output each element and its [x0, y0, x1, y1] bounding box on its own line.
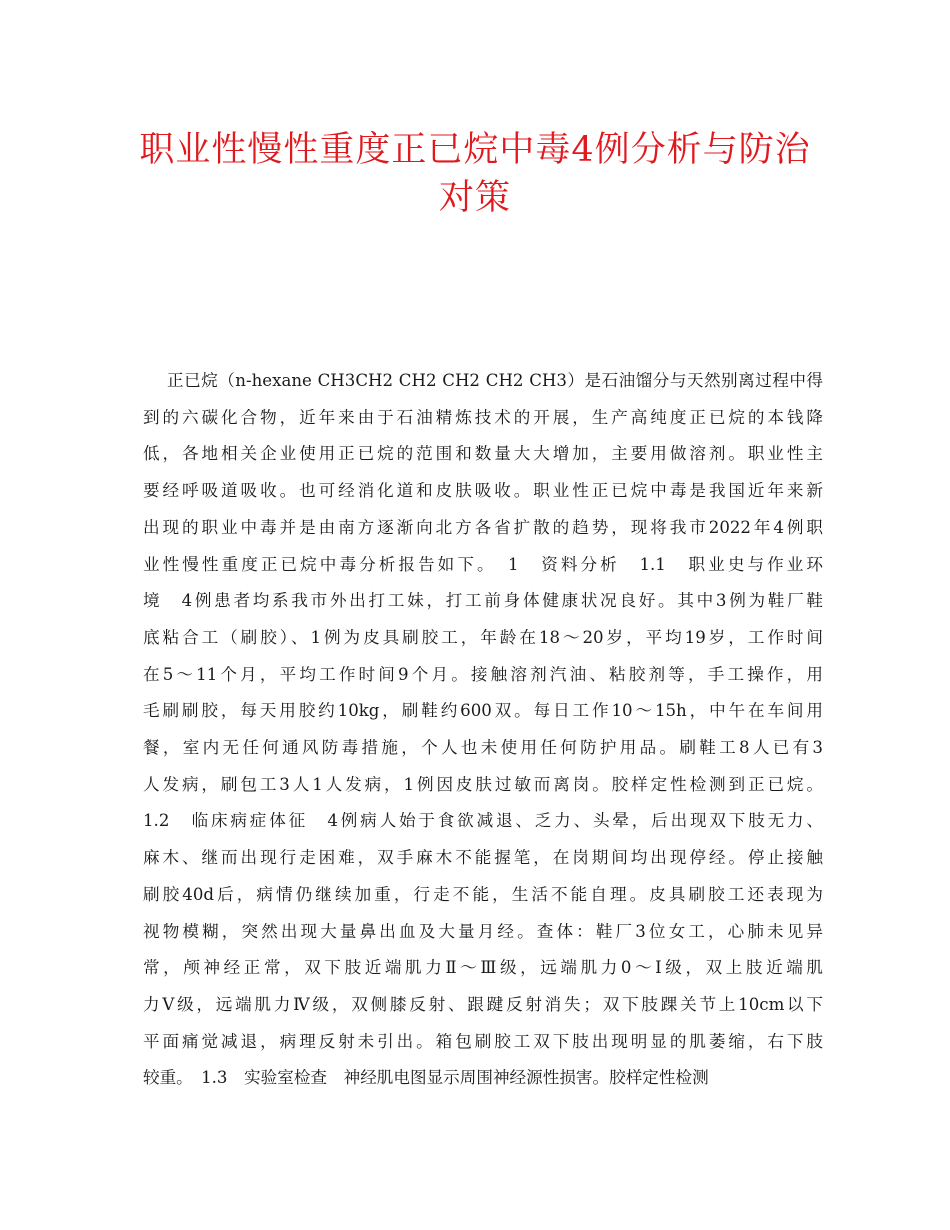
body-line: 麻木、继而出现行走困难，双手麻木不能握笔，在岗期间均出现停经。停止接触	[143, 848, 823, 868]
body-line: 平面痛觉减退，病理反射未引出。箱包刷胶工双下肢出现明显的肌萎缩，右下肢	[143, 1031, 823, 1051]
body-line: 正已烷（n-hexane CH3CH2 CH2 CH2 CH2 CH3）是石油馏分与天然别离过程中得	[167, 371, 823, 390]
body-line: 业性慢性重度正已烷中毒分析报告如下。 1 资料分析 1.1 职业史与作业环	[143, 554, 823, 574]
body-line: 毛刷刷胶，每天用胶约10kg，刷鞋约600双。每日工作10～15h，中午在车间用	[143, 701, 823, 721]
body-line: 力Ⅴ级，远端肌力Ⅳ级，双侧膝反射、跟踺反射消失；双下肢踝关节上10cm以下	[143, 994, 823, 1014]
title-line: 对策	[438, 178, 511, 218]
body-line: 视物模糊，突然出现大量鼻出血及大量月经。查体：鞋厂3位女工，心肺未见异	[143, 921, 823, 941]
body-line: 到的六碳化合物，近年来由于石油精炼技术的开展，生产高纯度正已烷的本钱降	[143, 407, 823, 427]
body-line: 较重。 1.3 实验室检查 神经肌电图显示周围神经源性损害。胶样定性检测	[143, 1068, 709, 1088]
body-line: 餐，室内无任何通风防毒措施，个人也未使用任何防护用品。刷鞋工8人已有3	[143, 738, 823, 758]
body-line: 境 4例患者均系我市外出打工妹，打工前身体健康状况良好。其中3例为鞋厂鞋	[143, 591, 823, 611]
document-body	[143, 363, 823, 1097]
body-line: 刷胶40d后，病情仍继续加重，行走不能，生活不能自理。皮具刷胶工还表现为	[143, 884, 823, 904]
body-line: 1.2 临床病症体征 4例病人始于食欲减退、乏力、头晕，后出现双下肢无力、	[143, 811, 823, 831]
document-title	[120, 126, 830, 222]
body-line: 常，颅神经正常，双下肢近端肌力Ⅱ～Ⅲ级，远端肌力0～Ⅰ级，双上肢近端肌	[143, 958, 823, 978]
body-line: 低，各地相关企业使用正已烷的范围和数量大大增加，主要用做溶剂。职业性主	[143, 444, 823, 464]
body-line: 出现的职业中毒并是由南方逐渐向北方各省扩散的趋势，现将我市2022年4例职	[143, 517, 823, 537]
title-line: 职业性慢性重度正已烷中毒4例分析与防治	[139, 130, 811, 170]
body-line: 在5～11个月，平均工作时间9个月。接触溶剂汽油、粘胶剂等，手工操作，用	[143, 664, 823, 684]
body-line: 人发病，刷包工3人1人发病，1例因皮肤过敏而离岗。胶样定性检测到正已烷。	[143, 774, 823, 794]
body-line: 要经呼吸道吸收。也可经消化道和皮肤吸收。职业性正已烷中毒是我国近年来新	[143, 481, 823, 501]
body-line: 底粘合工（刷胶）、1例为皮具刷胶工，年龄在18～20岁，平均19岁，工作时间	[143, 627, 823, 647]
